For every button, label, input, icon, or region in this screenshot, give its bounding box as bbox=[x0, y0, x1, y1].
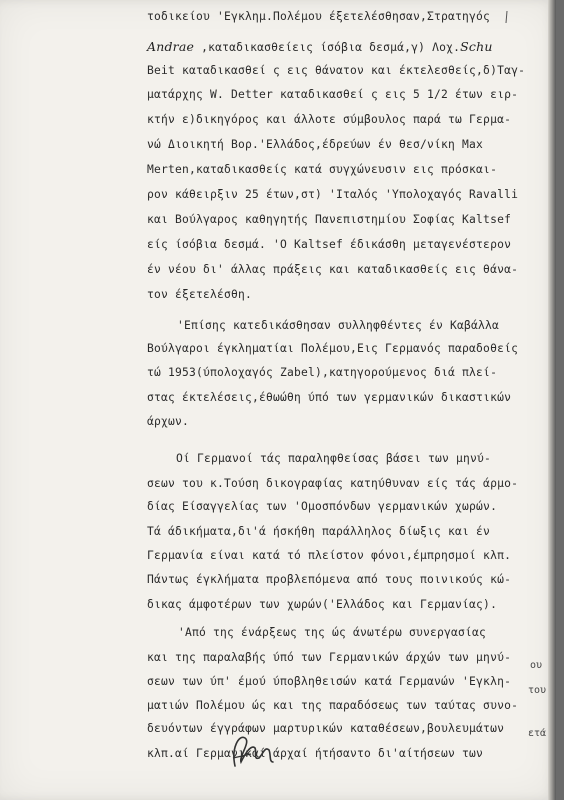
line-26: και της παραλαβής ύπό των Γερμανικών άρχών των μηνύ- bbox=[147, 651, 512, 664]
handwritten-signature bbox=[225, 728, 281, 770]
line-2-text-b: εις ίσόβια δεσμά,γ) Λοχ. bbox=[292, 41, 461, 54]
margin-fragment: ου bbox=[530, 660, 543, 671]
line-21: Τά άδικήματα,δι'ά ήσκήθη παράλληλος δίωξις και έν bbox=[147, 525, 491, 538]
line-7: Merten,καταδικασθείς κατά συγχώνευσιν εις πρόσκαι- bbox=[147, 163, 498, 176]
corner-tick-mark bbox=[502, 10, 512, 24]
margin-fragment: του bbox=[528, 685, 547, 696]
line-27: σεων των ύπ' έμού ύποβληθεισών κατά Γερμανών 'Εγκλη- bbox=[147, 675, 512, 688]
line-2-text: ,καταδικασθεί bbox=[194, 41, 293, 54]
line-16: στας έκτελέσεις,έθωώθη ύπό των γερμανικών δικαστικών bbox=[147, 391, 512, 404]
line-3: Beit καταδικασθεί ς εις θάνατον και έκτελεσθείς,δ)Ταγ- bbox=[147, 64, 526, 77]
line-24: δικας άμφοτέρων των χωρών('Ελλάδος και Γερμανίας). bbox=[147, 598, 498, 611]
line-19: σεων του κ.Τούση δικογραφίας κατηύθυναν είς τάς άρμο- bbox=[147, 477, 519, 490]
line-22: Γερμανία είναι κατά τό πλείστον φόνοι,έμπρησμοί κλπ. bbox=[147, 549, 512, 562]
line-30: κλπ.αί Γερμανικαί άρχαί ήτήσαντο δι'αίτήσεων των bbox=[147, 747, 484, 760]
line-5: κτήν ε)δικηγόρος και άλλοτε σύμβουλος παρά τω Γερμα- bbox=[147, 113, 512, 126]
line-15: τώ 1953(ύπολοχαγός Zabel),κατηγορούμενος διά πλεί- bbox=[147, 366, 498, 379]
line-23: Πάντως έγκλήματα προβλεπόμενα από τους ποινικούς κώ- bbox=[147, 573, 512, 586]
line-2 bbox=[147, 39, 493, 54]
line-1: τοδικείου 'Εγκλημ.Πολέμου έξετελέσθησαν,Στρατηγός bbox=[147, 10, 491, 23]
line-25: 'Από της ένάρξεως της ώς άνωτέρω συνεργασίας bbox=[178, 626, 487, 639]
line-12: τον έξετελέσθη. bbox=[147, 288, 253, 301]
line-13: 'Επίσης κατεδικάσθησαν συλληφθέντες έν Καβάλλα bbox=[177, 319, 500, 332]
line-9: και Βούλγαρος καθηγητής Πανεπιστημίου Σοφίας Kaltsef bbox=[147, 213, 512, 226]
line-20: δίας Είσαγγελίας των 'Ομοσπόνδων γερμανικών χωρών. bbox=[147, 500, 498, 513]
page-edge-shadow bbox=[548, 0, 556, 800]
line-17: άρχων. bbox=[147, 415, 190, 428]
handwritten-name-2: Schu bbox=[460, 39, 493, 54]
line-14: Βούλγαροι έγκληματίαι Πολέμου,Εις Γερμανός παραδοθείς bbox=[147, 342, 519, 355]
margin-fragment: ετά bbox=[528, 728, 547, 739]
line-18: Οί Γερμανοί τάς παραληφθείσας βάσει των μηνύ- bbox=[176, 452, 492, 465]
handwritten-name: Andrae bbox=[147, 39, 195, 54]
line-4: ματάρχης W. Detter καταδικασθεί ς εις 5 1/2 έτων ειρ- bbox=[147, 88, 519, 101]
line-6: νώ Διοικητή Βορ.'Ελλάδος,έδρεύων έν θεσ/νίκη Max bbox=[147, 138, 484, 151]
line-11: έν νέου δι' άλλας πράξεις και καταδικασθείς εις θάνα- bbox=[147, 263, 519, 276]
line-28: ματιών Πολέμου ώς και της παραδόσεως των ταύτας συνο- bbox=[147, 699, 519, 712]
line-8: ρον κάθειρξιν 25 έτων,στ) 'Ιταλός 'Υπολοχαγός Ravalli bbox=[147, 188, 519, 201]
line-10: είς ίσόβια δεσμά. 'Ο Kaltsef έδικάσθη μεταγενέστερον bbox=[147, 238, 512, 251]
line-29: δευόντων έγγράφων μαρτυρικών καταθέσεων,βουλευμάτων bbox=[147, 722, 505, 735]
